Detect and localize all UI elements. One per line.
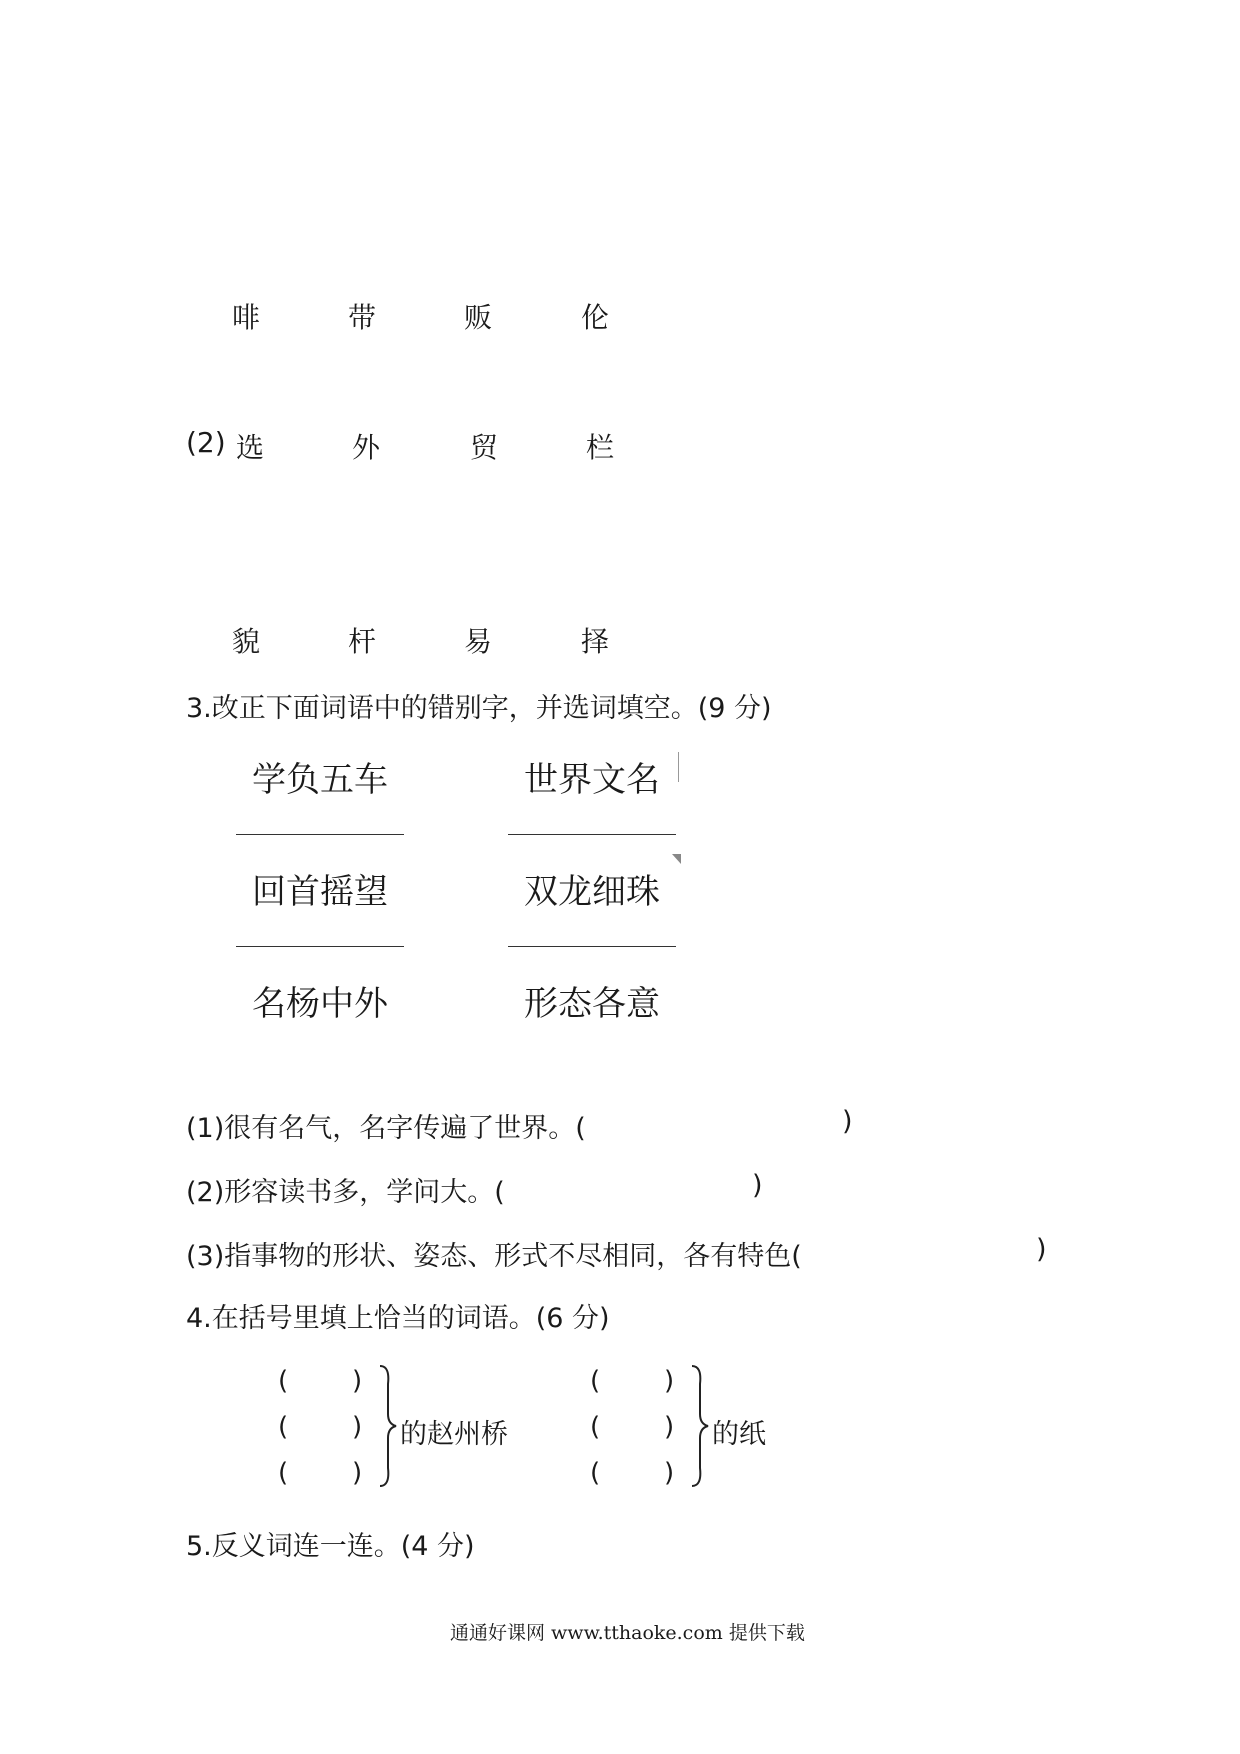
char-12: 择 xyxy=(581,625,610,658)
char-3: 贩 xyxy=(464,301,493,334)
footer-credit: 通通好课网 www.tthaoke.com 提供下载 xyxy=(450,1622,805,1644)
left-paren-open-3: ( xyxy=(278,1458,289,1488)
left-label: 的赵州桥 xyxy=(400,1419,508,1450)
char-7: 贸 xyxy=(470,431,499,464)
corner-mark xyxy=(672,854,681,864)
word-3: 回首摇望 xyxy=(252,872,388,912)
left-paren-open-1: ( xyxy=(278,1366,289,1396)
right-paren-close-2: ) xyxy=(664,1412,675,1442)
right-paren-close-1: ) xyxy=(664,1366,675,1396)
divider-mark xyxy=(678,752,679,782)
right-paren-close-3: ) xyxy=(664,1458,675,1488)
answer-line-4 xyxy=(508,946,676,947)
right-brace xyxy=(688,1364,712,1488)
word-4: 双龙细珠 xyxy=(524,872,660,912)
group2-label: (2) xyxy=(186,426,226,459)
right-label: 的纸 xyxy=(712,1419,766,1450)
q5-title: 5.反义词连一连。(4 分) xyxy=(186,1531,475,1562)
char-11: 易 xyxy=(464,625,493,658)
q3-item-3: (3)指事物的形状、姿态、形式不尽相同，各有特色( xyxy=(186,1241,802,1272)
char-10: 杆 xyxy=(348,625,377,658)
right-paren-open-3: ( xyxy=(590,1458,601,1488)
answer-line-1 xyxy=(236,834,404,835)
word-5: 名杨中外 xyxy=(252,984,388,1024)
left-paren-close-2: ) xyxy=(352,1412,363,1442)
char-5: 选 xyxy=(236,431,265,464)
answer-line-3 xyxy=(236,946,404,947)
left-brace xyxy=(376,1364,400,1488)
left-paren-close-3: ) xyxy=(352,1458,363,1488)
char-4: 伦 xyxy=(581,301,610,334)
char-6: 外 xyxy=(352,431,381,464)
char-8: 栏 xyxy=(586,431,615,464)
char-9: 貌 xyxy=(232,625,261,658)
word-6: 形态各意 xyxy=(524,984,660,1024)
q3-item-2-close: ) xyxy=(752,1170,763,1201)
left-paren-open-2: ( xyxy=(278,1412,289,1442)
right-paren-open-2: ( xyxy=(590,1412,601,1442)
char-2: 带 xyxy=(348,301,377,334)
char-1: 啡 xyxy=(232,301,261,334)
q3-item-1-close: ) xyxy=(842,1106,853,1137)
word-2: 世界文名 xyxy=(524,760,660,800)
q3-title: 3.改正下面词语中的错别字，并选词填空。(9 分) xyxy=(186,693,772,724)
q3-item-3-close: ) xyxy=(1036,1234,1047,1265)
right-paren-open-1: ( xyxy=(590,1366,601,1396)
answer-line-2 xyxy=(508,834,676,835)
word-1: 学负五车 xyxy=(252,760,388,800)
left-paren-close-1: ) xyxy=(352,1366,363,1396)
q3-item-1: (1)很有名气，名字传遍了世界。( xyxy=(186,1113,586,1144)
q3-item-2: (2)形容读书多，学问大。( xyxy=(186,1177,505,1208)
q4-title: 4.在括号里填上恰当的词语。(6 分) xyxy=(186,1303,610,1334)
